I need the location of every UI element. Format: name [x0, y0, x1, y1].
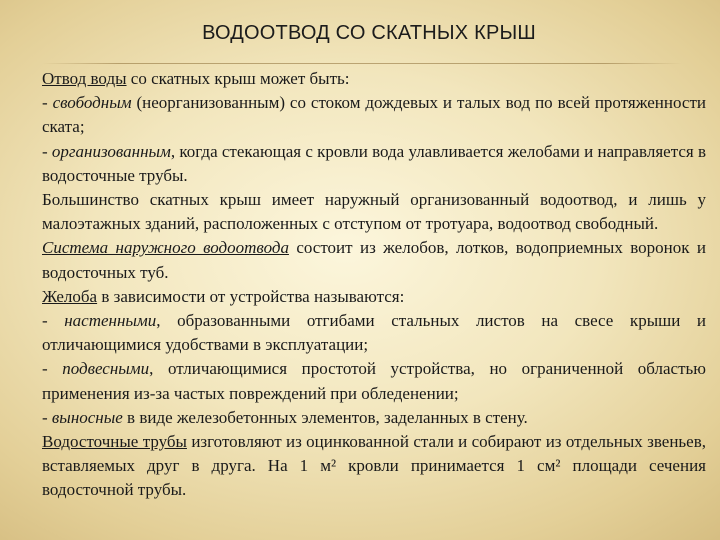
paragraph [42, 285, 706, 309]
paragraph [42, 309, 706, 357]
text-run: в зависимости от устройства называются: [97, 286, 405, 306]
text-run: изготовляют из оцинкованной стали и собирают из отдельных звеньев, вставляемых друг в друга. На 1 м² кровли принимается 1 см² площади сечения водосточной трубы. [42, 432, 707, 500]
text-run: Система наружного водоотвода [42, 238, 289, 258]
paragraph [42, 406, 706, 430]
paragraph [42, 67, 706, 91]
text-run: - [42, 407, 52, 427]
text-run: , отличающимися простотой устройства, но ограниченной областью применения из-за частых повреждений при обледенении; [42, 359, 706, 403]
title-divider [42, 63, 682, 64]
text-run: - [42, 93, 53, 113]
text-run: в виде железобетонных элементов, заделанных в стену. [122, 407, 528, 427]
title-area [0, 22, 720, 45]
text-run: настенными [64, 311, 157, 331]
slide-body [42, 67, 706, 503]
text-run: организованным [51, 141, 171, 161]
text-run: (неорганизованным) со стоком дождевых и талых вод по всей протяженности ската; [42, 93, 706, 137]
text-run: Водосточные трубы [42, 432, 187, 452]
text-run: состоит из желобов, лотков, водоприемных воронок и водосточных туб. [42, 238, 706, 282]
text-run: свободным [52, 93, 132, 113]
text-run: , когда стекающая с кровли вода улавливается желобами и направляется в водосточные трубы. [42, 141, 706, 185]
paragraph [42, 236, 706, 284]
text-run: Большинство скатных крыш имеет наружный организованный водоотвод, и лишь у малоэтажных зданий, расположенных с отступом от тротуара, водоотвод свободный. [42, 190, 706, 234]
text-run: со скатных крыш может быть: [126, 69, 350, 88]
text-run: Желоба [42, 286, 98, 306]
text-run: Отвод воды [42, 69, 127, 88]
text-run: - [42, 141, 52, 161]
paragraph [42, 91, 706, 139]
slide-title: ВОДООТВОД СО СКАТНЫХ КРЫШ [202, 22, 536, 44]
text-run: подвесными [62, 359, 150, 379]
text-run: , образованными отгибами стальных листов на свесе крыши и отличающимися удобствами в эксплуатации; [42, 311, 706, 355]
paragraph [42, 357, 706, 405]
text-run: - [42, 311, 65, 331]
paragraph [42, 430, 706, 503]
paragraph [42, 188, 706, 236]
paragraph [42, 140, 706, 188]
text-run: выносные [51, 407, 123, 427]
text-run: - [42, 359, 63, 379]
